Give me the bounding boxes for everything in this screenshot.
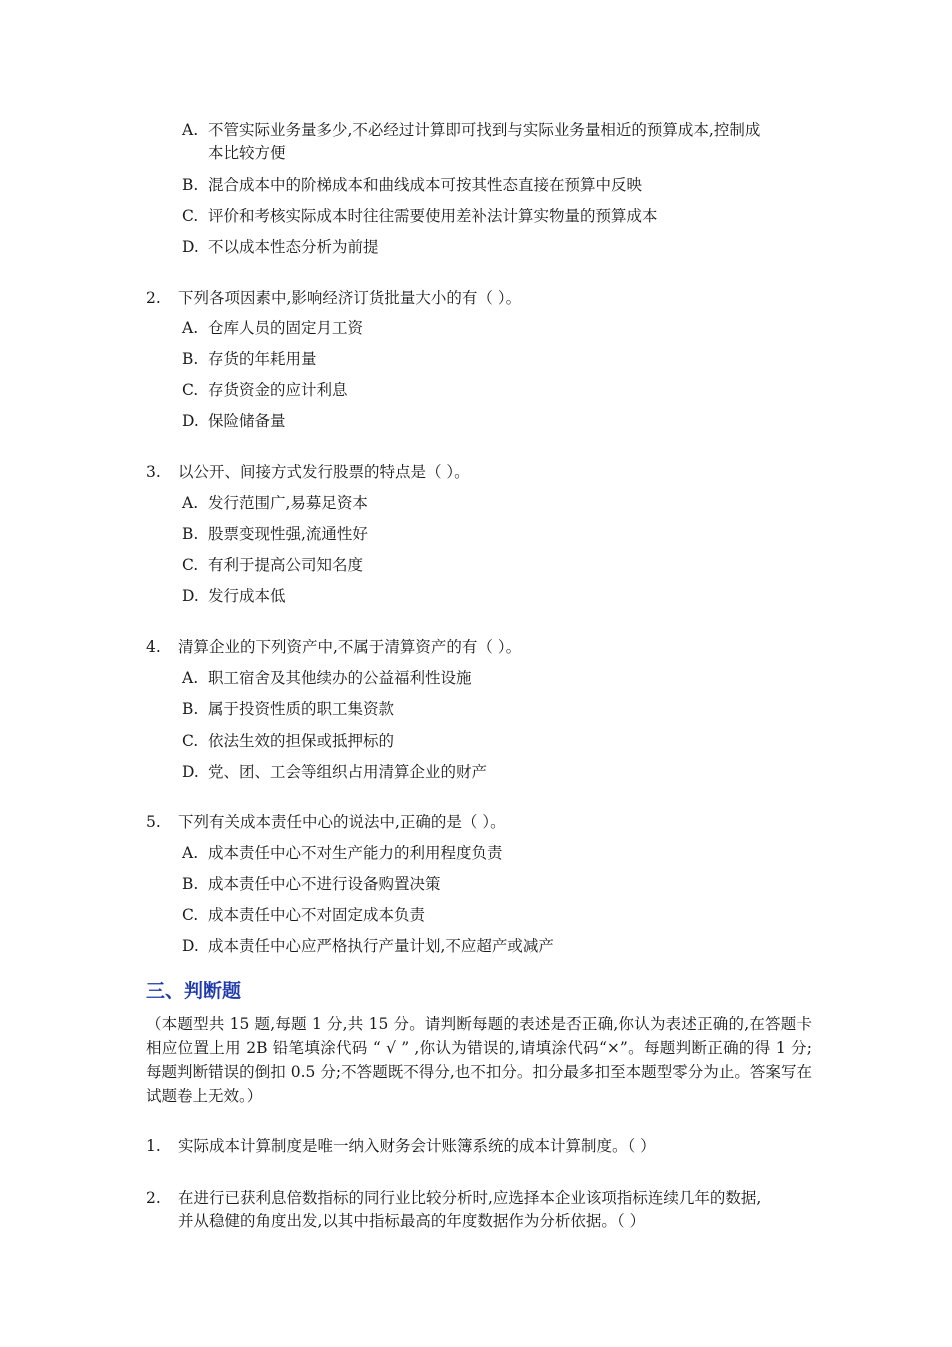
option-letter: A. [182,494,199,512]
option-b [182,175,642,195]
option-text: 不管实际业务量多少,不必经过计算即可找到与实际业务量相近的预算成本,控制成 [208,121,761,139]
option-letter: C. [182,906,199,924]
option-letter: A. [182,669,199,687]
option-letter: C. [182,556,199,574]
option-a [182,493,368,513]
option-b [182,874,441,894]
question-text: 下列各项因素中,影响经济订货批量大小的有（ ）。 [178,289,522,307]
question-text: 下列有关成本责任中心的说法中,正确的是（ ）。 [178,813,506,831]
option-text: 有利于提高公司知名度 [208,556,364,574]
option-d [182,586,286,606]
option-b [182,524,368,544]
option-letter: B. [182,875,199,893]
option-letter: D. [182,937,199,955]
option-c [182,905,425,925]
question-number: 5. [146,813,161,831]
question-number: 2. [146,1189,161,1207]
option-letter: D. [182,238,199,256]
option-text: 混合成本中的阶梯成本和曲线成本可按其性态直接在预算中反映 [208,176,643,194]
option-text: 成本责任中心不对生产能力的利用程度负责 [208,844,503,862]
option-letter: C. [182,732,199,750]
option-text: 发行成本低 [208,587,286,605]
option-a [182,843,503,863]
judgment-item-2 [146,1188,761,1208]
option-a [182,120,760,140]
option-text: 发行范围广,易募足资本 [208,494,368,512]
option-d [182,411,286,431]
question-2 [146,288,521,308]
option-a [182,668,472,688]
option-text: 股票变现性强,流通性好 [208,525,368,543]
option-b [182,349,317,369]
option-letter: A. [182,319,199,337]
option-text: 评价和考核实际成本时往往需要使用差补法计算实物量的预算成本 [208,207,658,225]
question-number: 4. [146,638,161,656]
option-d [182,936,554,956]
option-d [182,762,487,782]
option-text: 保险储备量 [208,412,286,430]
option-letter: D. [182,763,199,781]
option-b [182,699,394,719]
option-letter: B. [182,525,199,543]
option-text: 成本责任中心不对固定成本负责 [208,906,426,924]
option-text: 不以成本性态分析为前提 [208,238,379,256]
question-4 [146,637,521,657]
option-text: 党、团、工会等组织占用清算企业的财产 [208,763,488,781]
question-text: 实际成本计算制度是唯一纳入财务会计账簿系统的成本计算制度。（ ） [178,1137,656,1155]
option-letter: B. [182,350,199,368]
option-letter: D. [182,587,199,605]
question-number: 1. [146,1137,161,1155]
question-text: 清算企业的下列资产中,不属于清算资产的有（ ）。 [178,638,522,656]
option-letter: D. [182,412,199,430]
option-text: 成本责任中心不进行设备购置决策 [208,875,441,893]
option-text: 属于投资性质的职工集资款 [208,700,395,718]
option-letter: B. [182,176,199,194]
judgment-item-2-continued: 并从稳健的角度出发,以其中指标最高的年度数据作为分析依据。（ ） [178,1212,646,1230]
option-a [182,318,363,338]
option-c [182,380,348,400]
question-text: 以公开、间接方式发行股票的特点是（ ）。 [178,463,470,481]
option-c [182,206,658,226]
option-letter: A. [182,844,199,862]
option-c [182,555,363,575]
question-5 [146,812,506,832]
option-text: 依法生效的担保或抵押标的 [208,732,395,750]
option-c [182,731,394,751]
judgment-item-1 [146,1136,656,1156]
question-number: 2. [146,289,161,307]
option-text: 仓库人员的固定月工资 [208,319,364,337]
option-letter: A. [182,121,199,139]
option-text: 职工宿舍及其他续办的公益福利性设施 [208,669,472,687]
option-text: 成本责任中心应严格执行产量计划,不应超产或减产 [208,937,554,955]
option-text: 存货资金的应计利息 [208,381,348,399]
option-letter: C. [182,207,199,225]
section-instructions: （本题型共 15 题,每题 1 分,共 15 分。请判断每题的表述是否正确,你认为表述正确的,在答题卡相应位置上用 2B 铅笔填涂代码 “ √ ” ,你认为错误的,请填涂代码“×”。每题判断正确的得 1 分;每题判断错误的倒扣 0.5 分;不答题既不得分,也不扣分。扣分最多扣至本题型零分为止。答案写在试题卷上无效。） [146,1015,812,1105]
option-text: 存货的年耗用量 [208,350,317,368]
question-number: 3. [146,463,161,481]
question-3 [146,462,470,482]
option-d [182,237,379,257]
option-a-continued: 本比较方便 [208,144,286,162]
question-text: 在进行已获利息倍数指标的同行业比较分析时,应选择本企业该项指标连续几年的数据, [178,1189,762,1207]
option-letter: C. [182,381,199,399]
option-letter: B. [182,700,199,718]
section-heading: 三、判断题 [146,980,242,1002]
